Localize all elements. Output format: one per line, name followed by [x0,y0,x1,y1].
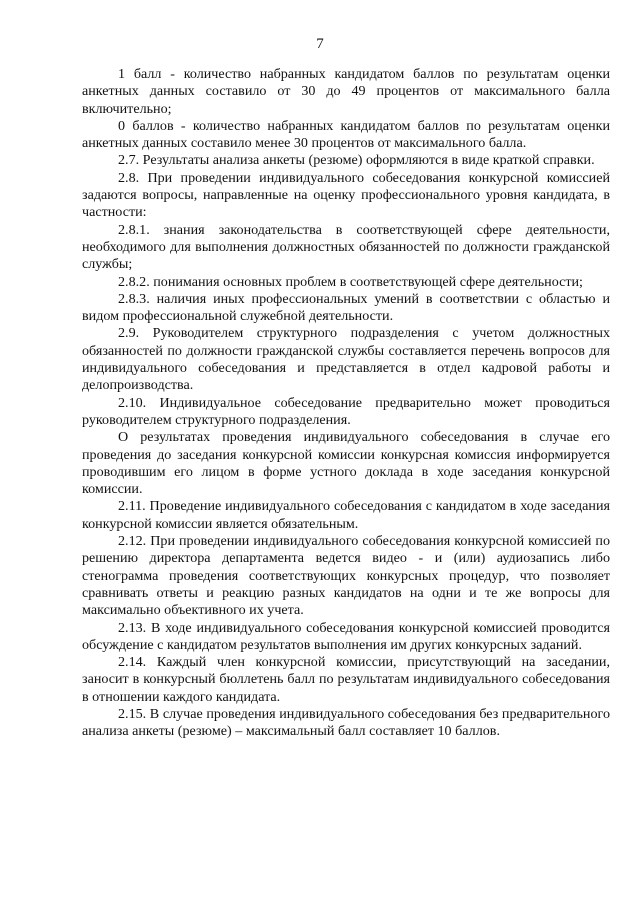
paragraph: 2.12. При проведении индивидуального собеседования конкурсной комиссией по решению директора департамента ведется видео - и (или) аудиозапись либо стенограмма проведения соответствующих конкурсных процедур, что позволяет сравнивать ответы и реакцию разных кандидатов на одни и те же вопросы для максимально объективного их учета. [82,533,610,619]
paragraph: 2.10. Индивидуальное собеседование предварительно может проводиться руководителем структурного подразделения. [82,394,610,428]
paragraph: 2.9. Руководителем структурного подразделения с учетом должностных обязанностей по должности гражданской службы составляется перечень вопросов для индивидуального собеседования и представляется в отдел кадровой работы и делопроизводства. [82,325,610,394]
paragraph: 2.7. Результаты анализа анкеты (резюме) оформляются в виде краткой справки. [118,152,595,169]
paragraph: 2.13. В ходе индивидуального собеседования конкурсной комиссией проводится обсуждение с кандидатом результатов выполнения им других конкурсных заданий. [82,619,610,653]
paragraph: 2.8.1. знания законодательства в соответствующей сфере деятельности, необходимого для выполнения должностных обязанностей по должности гражданской службы; [82,221,610,273]
paragraph: 2.8. При проведении индивидуального собеседования конкурсной комиссией задаются вопросы, направленные на оценку профессионального уровня кандидата, в частности: [82,169,610,221]
paragraph: 2.15. В случае проведения индивидуального собеседования без предварительного анализа анкеты (резюме) – максимальный балл составляет 10 баллов. [82,705,610,740]
paragraph: О результатах проведения индивидуального собеседования в случае его проведения до заседания конкурсной комиссии конкурсная комиссия информируется проводившим его лицом в форме устного доклада в ходе заседания конкурсной комиссии. [82,429,610,498]
page-number: 7 [316,36,324,52]
paragraph: 2.11. Проведение индивидуального собеседования с кандидатом в ходе заседания конкурсной комиссии является обязательным. [82,498,610,532]
paragraph: 2.14. Каждый член конкурсной комиссии, присутствующий на заседании, заносит в конкурсный бюллетень балл по результатам индивидуального собеседования в отношении каждого кандидата. [82,654,610,705]
document-body [82,66,610,741]
paragraph: 1 балл - количество набранных кандидатом баллов по результатам оценки анкетных данных составило от 30 до 49 процентов от максимального балла включительно; [82,66,610,117]
paragraph: 2.8.2. понимания основных проблем в соответствующей сфере деятельности; [118,273,583,290]
paragraph: 2.8.3. наличия иных профессиональных умений в соответствии с областью и видом профессиональной служебной деятельности. [82,290,610,325]
paragraph: 0 баллов - количество набранных кандидатом баллов по результатам оценки анкетных данных составило менее 30 процентов от максимального балла. [82,117,610,152]
